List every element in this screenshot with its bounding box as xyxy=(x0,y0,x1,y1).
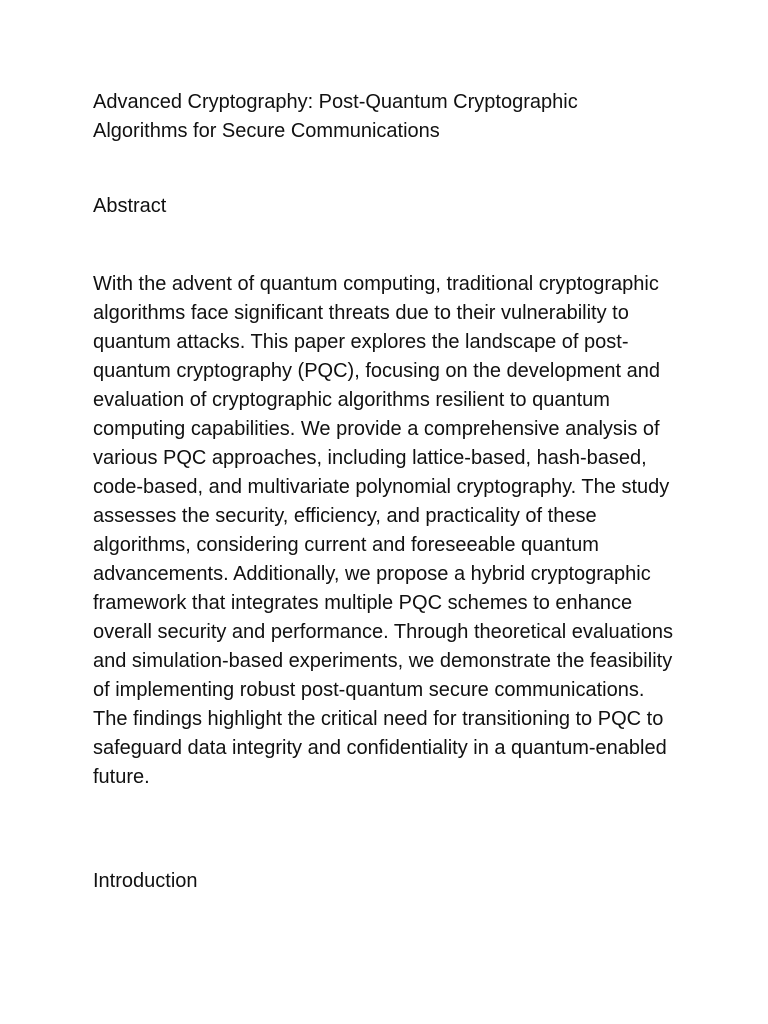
abstract-paragraph: With the advent of quantum computing, traditional cryptographic algorithms face significant threats due to their vulnerability to quantum attacks. This paper explores the landscape of post-quantum cryptography (PQC), focusing on the development and evaluation of cryptographic algorithms resilient to quantum computing capabilities. We provide a comprehensive analysis of various PQC approaches, including lattice-based, hash-based, code-based, and multivariate polynomial cryptography. The study assesses the security, efficiency, and practicality of these algorithms, considering current and foreseeable quantum advancements. Additionally, we propose a hybrid cryptographic framework that integrates multiple PQC schemes to enhance overall security and performance. Through theoretical evaluations and simulation-based experiments, we demonstrate the feasibility of implementing robust post-quantum secure communications. The findings highlight the critical need for transitioning to PQC to safeguard data integrity and confidentiality in a quantum-enabled future. xyxy=(93,273,673,788)
document-title: Advanced Cryptography: Post-Quantum Cryptographic Algorithms for Secure Communications xyxy=(93,91,578,142)
abstract-heading: Abstract xyxy=(93,195,167,217)
introduction-heading: Introduction xyxy=(93,870,198,892)
